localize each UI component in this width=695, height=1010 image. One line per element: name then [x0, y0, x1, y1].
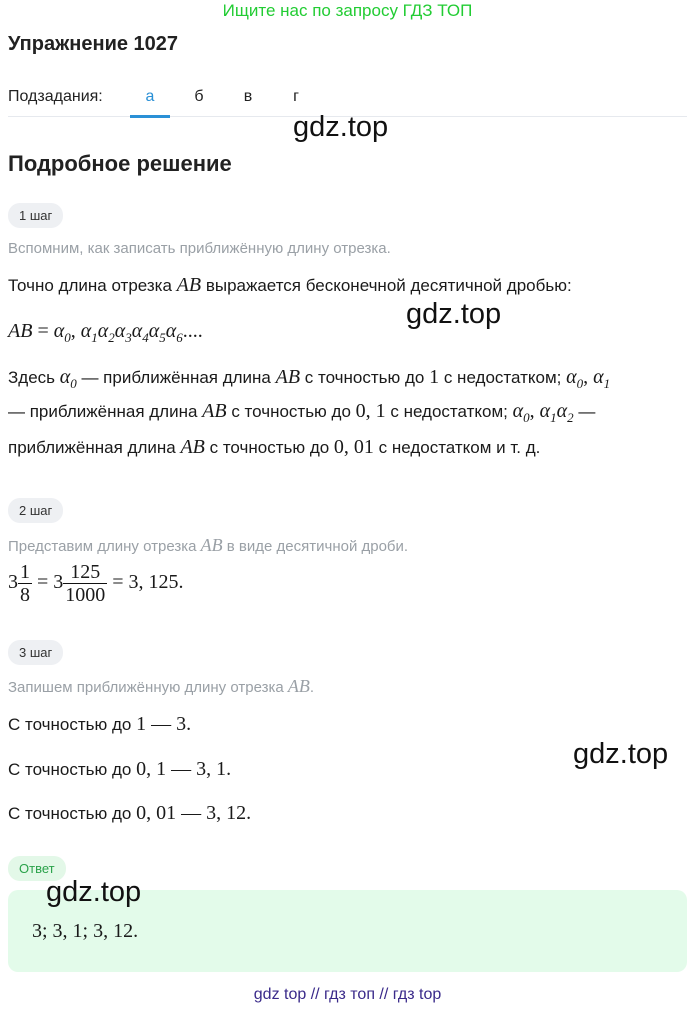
text-span: —: [573, 402, 596, 421]
fraction-formula: 3 $\frac{1}{8}$ = 3 $\frac{125}{1000}$ = 3, 125.: [8, 561, 184, 606]
step-badge: 3 шаг: [8, 640, 63, 665]
step-paragraph: приближённая длина AB с точностью до 0, 01 с недостатком и т. д.: [8, 436, 541, 458]
text-span: .: [309, 679, 315, 696]
watermark: gdz.top: [406, 298, 502, 330]
answer-value: 3; 3, 1; 3, 12.: [32, 920, 139, 942]
precision-line: [8, 752, 231, 787]
section-title: Подробное решение: [8, 151, 232, 176]
text-span: — приближённая длина: [76, 368, 276, 387]
subtask-tab-a[interactable]: а: [130, 88, 170, 118]
math-span: AB: [176, 274, 202, 296]
text-span: выражается бесконечной десятичной дробью:: [201, 276, 572, 295]
watermark: gdz.top: [573, 738, 669, 770]
subtask-tab-b[interactable]: б: [194, 88, 204, 105]
text-span: — приближённая длина: [8, 402, 203, 421]
top-banner[interactable]: Ищите нас по запросу ГДЗ ТОП: [222, 1, 473, 20]
text-span: Представим длину отрезка: [8, 538, 201, 555]
math-span: AB: [200, 535, 223, 555]
math-span: AB: [287, 676, 310, 696]
step-paragraph: — приближённая длина AB с точностью до 0, 1 с недостатком; $\alpha_0$, $\alpha_1\alpha_2$ —: [8, 400, 596, 425]
text-span: с точностью до: [226, 402, 356, 421]
subtask-tab-v[interactable]: в: [243, 88, 253, 105]
text-span: в виде десятичной дроби.: [222, 538, 409, 555]
subtask-tab-g[interactable]: г: [293, 88, 299, 105]
precision-line: [8, 796, 251, 831]
text-span: Точно длина отрезка: [8, 276, 177, 295]
footer-links[interactable]: gdz top // гдз топ // гдз top: [253, 986, 442, 1003]
math-span: 0, 1 — 3, 1.: [136, 758, 232, 780]
formula: AB = $\alpha_0$, $\alpha_1\alpha_2\alpha_3\alpha_4\alpha_5\alpha_6$....: [8, 320, 203, 345]
text-span: с недостатком;: [439, 368, 567, 387]
text-span: с недостатком;: [385, 402, 513, 421]
precision-line: [8, 707, 191, 742]
text-span: с точностью до: [204, 438, 334, 457]
answer-badge: Ответ: [8, 856, 66, 881]
step-badge: 1 шаг: [8, 203, 63, 228]
math-span: 1 — 3.: [136, 713, 192, 735]
step-hint: Вспомним, как записать приближённую длину отрезка.: [8, 240, 391, 257]
watermark: gdz.top: [46, 876, 142, 908]
text-span: с недостатком и т. д.: [373, 438, 541, 457]
text-span: Запишем приближённую длину отрезка: [8, 679, 288, 696]
step-badge: 2 шаг: [8, 498, 63, 523]
text-span: С точностью до: [8, 760, 137, 779]
watermark: gdz.top: [293, 111, 389, 143]
text-span: Здесь: [8, 368, 60, 387]
text-span: С точностью до: [8, 715, 137, 734]
exercise-title: Упражнение 1027: [8, 33, 179, 55]
step-paragraph: Здесь $\alpha_0$ — приближённая длина AB с точностью до 1 с недостатком; $\alpha_0$, $\alpha_1$: [8, 366, 611, 391]
subtasks-label: Подзадания:: [8, 88, 103, 105]
text-span: С точностью до: [8, 804, 137, 823]
math-span: 0, 01 — 3, 12.: [136, 802, 252, 824]
text-span: приближённая длина: [8, 438, 181, 457]
text-span: с точностью до: [300, 368, 430, 387]
step-hint: [8, 676, 314, 697]
step-hint: [8, 535, 408, 556]
